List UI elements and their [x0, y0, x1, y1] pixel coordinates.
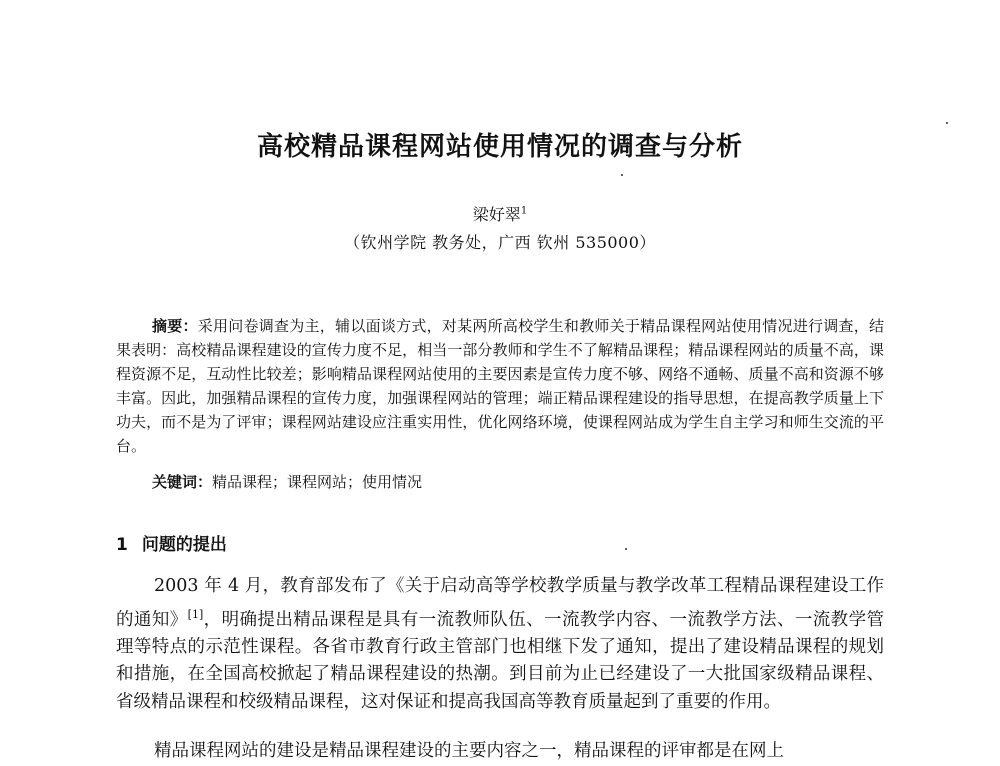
author-line [0, 202, 1000, 225]
body-paragraph-2: 精品课程网站的建设是精品课程建设的主要内容之一，精品课程的评审都是在网上 [154, 741, 784, 761]
section-heading [116, 530, 227, 555]
body-paragraph-1 [116, 573, 884, 716]
paragraph-1-text-a: 2003 年 4 月，教育部发布了《关于启动高等学校教学质量与教学改革工程精品课程建设工作的通知》 [116, 576, 884, 630]
keywords [152, 471, 422, 492]
paragraph-1-text-b: ，明确提出精品课程是具有一流教师队伍、一流教学内容、一流教学方法、一流教学管理等特点的示范性课程。各省市教育行政主管部门也相继下发了通知，提出了建设精品课程的规划和措施，在全国高校掀起了精品课程建设的热潮。到目前为止已经建设了一大批国家级精品课程、省级精品课程和校级精品课程，这对保证和提高我国高等教育质量起到了重要的作用。 [116, 609, 885, 712]
paper-title: 高校精品课程网站使用情况的调查与分析 [256, 132, 743, 162]
author-affiliation: （钦州学院 教务处，广西 钦州 535000） [344, 233, 656, 252]
abstract-label: 摘要： [152, 317, 198, 335]
keywords-text: 精品课程；课程网站；使用情况 [212, 473, 423, 491]
scan-speck [625, 548, 627, 550]
scan-speck [621, 174, 623, 176]
author-affiliation-marker: 1 [520, 205, 528, 217]
abstract-text: 采用问卷调查为主，辅以面谈方式，对某两所高校学生和教师关于精品课程网站使用情况进行调查，结果表明：高校精品课程建设的宣传力度不足，相当一部分教师和学生不了解精品课程；精品课程网站的质量不高，课程资源不足，互动性比较差；影响精品课程网站使用的主要因素是宣传力度不够、网络不通畅、质量不高和资源不够丰富。因此，加强精品课程的宣传力度，加强课程网站的管理；端正精品课程建设的指导思想，在提高教学质量上下功夫，而不是为了评审；课程网站建设应注重实用性，优化网络环境，使课程网站成为学生自主学习和师生交流的平台。 [116, 317, 884, 455]
abstract [116, 314, 884, 458]
citation-ref: [1] [187, 607, 204, 621]
section-number: 1 [116, 535, 128, 555]
scan-speck [946, 122, 948, 124]
author-name: 梁好翠 [472, 205, 521, 224]
section-title: 问题的提出 [141, 535, 227, 555]
keywords-label: 关键词： [152, 473, 213, 491]
